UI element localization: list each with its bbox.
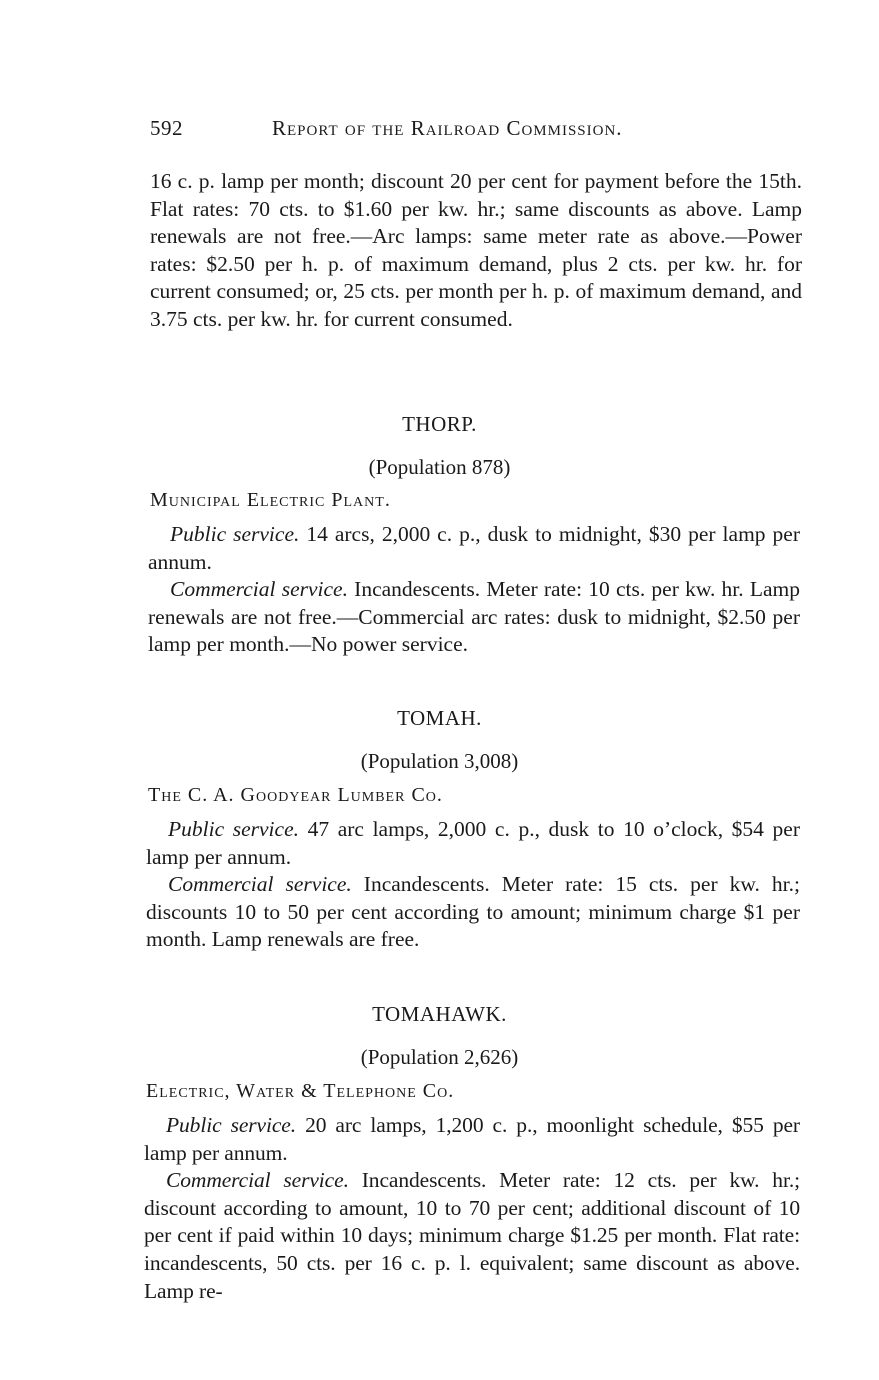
commercial-service-text: Incandescents. Meter rate: 12 cts. per kw. hr.; discount according to amount, 10 to 70 per cent; additional discount of 10 per cent if paid within 10 days; minimum charge $1.25 per month. Flat rate: incandescents, 50 cts. per 16 c. p. l. equivalent; same discount as above. Lamp re- (144, 1168, 800, 1303)
population-tomahawk: (Population 2,626) (360, 1045, 519, 1069)
commercial-service-label: Commercial service. (166, 1168, 349, 1193)
public-service-paragraph (144, 1112, 800, 1167)
town-heading-thorp: THORP. (402, 412, 477, 436)
continuation-paragraph (150, 168, 802, 334)
public-service-label: Public service. (166, 1113, 297, 1137)
continuation-text: 16 c. p. lamp per month; discount 20 per cent for payment before the 15th. Flat rates: 70 cts. to $1.60 per kw. hr.; same discounts as above. Lamp renewals are not free.—Arc lamps: same meter rate as above.—Power rates: $2.50 per h. p. of maximum demand, plus 2 cts. per kw. hr. for current consumed; or, 25 cts. per month per h. p. of maximum demand, and 3.75 cts. per kw. hr. for current consumed. (150, 169, 802, 331)
public-service-label: Public service. (168, 817, 299, 841)
company-name-tomah: The C. A. Goodyear Lumber Co. (148, 784, 443, 806)
public-service-paragraph (148, 521, 800, 576)
commercial-service-text: Incandescents. Meter rate: 10 cts. per kw. hr. Lamp renewals are not free.—Commercial arc rates: dusk to midnight, $2.50 per lamp per month.—No power service. (148, 577, 800, 657)
service-block-tomah (146, 816, 800, 954)
company-name-tomahawk: Electric, Water & Telephone Co. (146, 1080, 455, 1102)
page-header (150, 116, 810, 146)
commercial-service-label: Commercial service. (170, 577, 348, 602)
service-block-thorp (148, 521, 800, 659)
population-thorp: (Population 878) (368, 455, 511, 479)
public-service-text: 20 arc lamps, 1,200 c. p., moonlight schedule, $55 per lamp per annum. (144, 1113, 800, 1165)
town-heading-tomah: TOMAH. (397, 706, 482, 730)
page-number: 592 (150, 116, 183, 140)
commercial-service-paragraph (146, 871, 800, 954)
commercial-service-paragraph (144, 1167, 800, 1305)
town-heading-tomahawk: TOMAHAWK. (372, 1002, 507, 1026)
population-tomah: (Population 3,008) (360, 749, 519, 773)
running-title: Report of the Railroad Commission. (272, 116, 623, 140)
public-service-label: Public service. (170, 522, 300, 546)
commercial-service-label: Commercial service. (168, 872, 352, 897)
public-service-text: 14 arcs, 2,000 c. p., dusk to midnight, $30 per lamp per annum. (148, 522, 800, 574)
commercial-service-paragraph (148, 576, 800, 659)
service-block-tomahawk (144, 1112, 800, 1305)
company-name-thorp: Municipal Electric Plant. (150, 489, 391, 511)
public-service-text: 47 arc lamps, 2,000 c. p., dusk to 10 o’clock, $54 per lamp per annum. (146, 817, 800, 869)
commercial-service-text: Incandescents. Meter rate: 15 cts. per kw. hr.; discounts 10 to 50 per cent according to amount; minimum charge $1 per month. Lamp renewals are free. (146, 872, 800, 952)
public-service-paragraph (146, 816, 800, 871)
